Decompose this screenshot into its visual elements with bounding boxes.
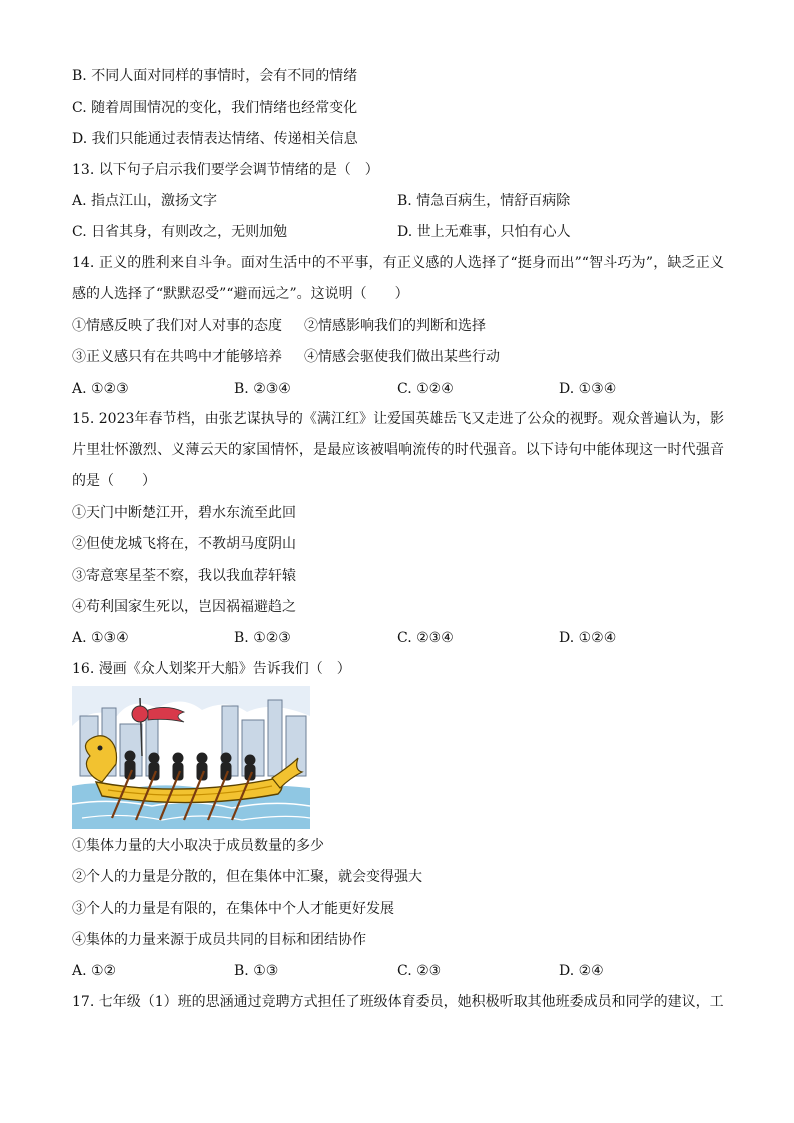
q14-statement-3: ③正义感只有在共鸣中才能够培养 xyxy=(72,349,282,365)
q16-statement-2: ②个人的力量是分散的，但在集体中汇聚，就会变得强大 xyxy=(72,869,422,885)
q13-option-a: A. 指点江山，激扬文字 xyxy=(72,193,218,209)
q14-option-a: A. ①②③ xyxy=(72,381,129,397)
q15-option-d: D. ①②④ xyxy=(559,630,617,646)
q15-option-c: C. ②③④ xyxy=(397,630,454,646)
q15-statement-4: ④苟利国家生死以，岂因祸福避趋之 xyxy=(72,599,296,615)
q14-stem: 14. 正义的胜利来自斗争。面对生活中的不平事，有正义感的人选择了“挺身而出”“智斗巧为”，缺乏正义感的人选择了“默默忍受”“避而远之”。这说明（ ） xyxy=(72,255,724,302)
q13-option-c: C. 日省其身，有则改之，无则加勉 xyxy=(72,224,288,240)
q14-statement-4: ④情感会驱使我们做出某些行动 xyxy=(304,349,500,365)
q16-statement-3: ③个人的力量是有限的，在集体中个人才能更好发展 xyxy=(72,901,394,917)
q12-option-b: B. 不同人面对同样的事情时，会有不同的情绪 xyxy=(72,68,358,84)
q14-statement-1: ①情感反映了我们对人对事的态度 xyxy=(72,318,282,334)
q13-option-d: D. 世上无难事，只怕有心人 xyxy=(397,224,571,240)
q17-stem: 17. 七年级（1）班的思涵通过竞聘方式担任了班级体育委员，她积极听取其他班委成员和同学的建议，工 xyxy=(72,994,724,1010)
q15-statement-2: ②但使龙城飞将在，不教胡马度阴山 xyxy=(72,536,296,552)
q13-option-b: B. 情急百病生，情舒百病除 xyxy=(397,193,571,209)
q15-statement-1: ①天门中断楚江开，碧水东流至此回 xyxy=(72,505,296,521)
q14-option-c: C. ①②④ xyxy=(397,381,454,397)
q15-option-b: B. ①②③ xyxy=(234,630,291,646)
q14-statement-2: ②情感影响我们的判断和选择 xyxy=(304,318,486,334)
q16-statement-4: ④集体的力量来源于成员共同的目标和团结协作 xyxy=(72,932,366,948)
q12-option-d: D. 我们只能通过表情表达情绪、传递相关信息 xyxy=(72,131,358,147)
q15-stem: 15. 2023年春节档，由张艺谋执导的《满江红》让爱国英雄岳飞又走进了公众的视野。观众普遍认为，影片里壮怀激烈、义薄云天的家国情怀，是最应该被唱响流传的时代强音。以下诗句中能体现这一时代强音的是（ ） xyxy=(72,411,724,489)
dragon-boat-cartoon xyxy=(72,686,310,829)
q12-option-c: C. 随着周围情况的变化，我们情绪也经常变化 xyxy=(72,100,358,116)
q16-option-b: B. ①③ xyxy=(234,963,279,979)
q13-stem: 13. 以下句子启示我们要学会调节情绪的是（ ） xyxy=(72,162,379,178)
q15-option-a: A. ①③④ xyxy=(72,630,129,646)
q15-statement-3: ③寄意寒星荃不察，我以我血荐轩辕 xyxy=(72,568,296,584)
q16-option-c: C. ②③ xyxy=(397,963,442,979)
q16-option-d: D. ②④ xyxy=(559,963,604,979)
q16-option-a: A. ①② xyxy=(72,963,117,979)
q16-statement-1: ①集体力量的大小取决于成员数量的多少 xyxy=(72,838,324,854)
q14-option-d: D. ①③④ xyxy=(559,381,617,397)
q14-option-b: B. ②③④ xyxy=(234,381,291,397)
q16-stem: 16. 漫画《众人划桨开大船》告诉我们（ ） xyxy=(72,661,351,677)
